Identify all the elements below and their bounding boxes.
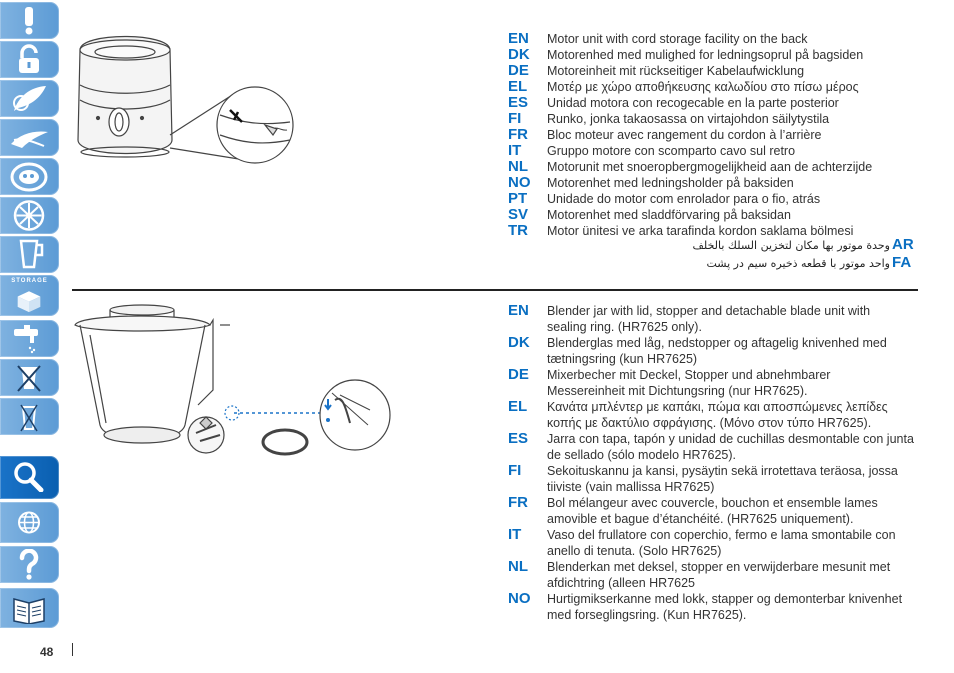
lang-row: [508, 127, 928, 143]
lang-code: IT: [508, 526, 522, 543]
lang-text: Bloc moteur avec rangement du cordon à l’arrière: [547, 128, 822, 142]
tab-warning[interactable]: [0, 2, 59, 39]
farsi-text: واحد موتور با قطعه ذخیره سیم در پشت: [706, 257, 890, 270]
tab-safety[interactable]: [0, 41, 59, 78]
tab-chopper[interactable]: [0, 80, 59, 117]
text-line: Messereinheit mit Dichtungsring (nur HR7625).: [547, 384, 808, 398]
text-line: Blenderkan met deksel, stopper en verwijderbare mesunit met: [547, 560, 891, 574]
water-tap-icon: [8, 323, 50, 354]
lang-text: [547, 431, 914, 463]
lang-row: [508, 559, 928, 591]
page-number: 48: [40, 645, 54, 659]
text-line: afdichtring (alleen HR7625: [547, 576, 696, 590]
lang-row: [508, 495, 928, 527]
book-icon: [8, 593, 50, 624]
lang-code: FR: [508, 126, 528, 143]
lang-row: [508, 463, 928, 495]
lang-code: EN: [508, 302, 529, 319]
lang-code: DK: [508, 334, 530, 351]
lang-text: Μοτέρ με χώρο αποθήκευσης καλωδίου στο πίσω μέρος: [547, 80, 859, 94]
lang-code: ES: [508, 94, 529, 111]
tab-questions[interactable]: [0, 546, 59, 583]
lang-code: FI: [508, 110, 522, 127]
text-line: Blender jar with lid, stopper and detachable blade unit with: [547, 304, 871, 318]
lang-code: EN: [508, 30, 529, 47]
tab-disc[interactable]: [0, 197, 59, 234]
lang-text: Gruppo motore con scomparto cavo sul retro: [547, 144, 796, 158]
lang-code: NO: [508, 174, 531, 191]
blade-icon: [8, 122, 50, 153]
sidebar: [0, 0, 59, 640]
lang-text: Motor unit with cord storage facility on the back: [547, 32, 808, 46]
tab-environment[interactable]: [0, 359, 59, 396]
lang-text: Unidade do motor com enrolador para o fio, atrás: [547, 192, 821, 206]
tab-magnifier[interactable]: [0, 456, 59, 499]
tab-blank[interactable]: [0, 398, 59, 435]
lang-code: DK: [508, 46, 530, 63]
lang-code: DE: [508, 366, 529, 383]
lang-row: [508, 207, 928, 223]
text-line: sealing ring. (HR7625 only).: [547, 320, 702, 334]
lang-text: [547, 591, 902, 623]
warning-icon: [8, 5, 50, 36]
lang-row: [508, 367, 928, 399]
lang-text: [547, 303, 870, 335]
lang-row: [508, 31, 928, 47]
text-line: Jarra con tapa, tapón y unidad de cuchillas desmontable con junta: [547, 432, 914, 446]
tab-jar[interactable]: [0, 236, 59, 273]
motor-unit-illustration: [70, 30, 300, 165]
lang-row: [508, 431, 928, 463]
motor-base-icon: [8, 161, 50, 192]
arabic-text: وحدة موتور بها مكان لتخزين السلك بالخلف: [692, 239, 890, 252]
lang-text: Runko, jonka takaosassa on virtajohdon säilytystila: [547, 112, 830, 126]
jar-icon: [8, 239, 50, 270]
text-line: amovible et bague d’étanchéité. (HR7625 uniquement).: [547, 512, 854, 526]
lang-row: [508, 159, 928, 175]
text-line: Hurtigmikserkanne med lokk, stapper og demonterbar knivenhet: [547, 592, 903, 606]
recycle-bin-icon: [8, 362, 50, 393]
lang-text: Motor ünitesi ve arka tarafinda kordon saklama bölmesi: [547, 224, 854, 238]
lang-code: PT: [508, 190, 528, 207]
text-line: tiiviste (vain mallissa HR7625): [547, 480, 715, 494]
tab-guarantee[interactable]: [0, 502, 59, 543]
lang-text: [547, 527, 896, 559]
text-line: Bol mélangeur avec couvercle, bouchon et ensemble lames: [547, 496, 878, 510]
lang-code: EL: [508, 398, 528, 415]
lang-text: Motorunit met snoeropbergmogelijkheid aan de achterzijde: [547, 160, 873, 174]
lang-row: [508, 399, 928, 431]
lang-text: [547, 367, 830, 399]
bin-cross-icon: [8, 401, 50, 432]
section-divider: [72, 289, 918, 291]
lang-row: [508, 527, 928, 559]
lang-code: IT: [508, 142, 522, 159]
lang-code: ES: [508, 430, 529, 447]
storage-box-icon: [8, 286, 50, 313]
text-line: κοπής με δακτύλιο σφράγισης. (Μόνο στον τύπο HR7625).: [547, 416, 872, 430]
magnifier-icon: [8, 461, 50, 492]
tab-motor[interactable]: [0, 158, 59, 195]
text-line: Blenderglas med låg, nedstopper og aftagelig knivenhed med: [547, 336, 887, 350]
lang-row: [508, 111, 928, 127]
tab-storage[interactable]: [0, 275, 59, 316]
text-line: de sellado (sólo modelo HR7625).: [547, 448, 736, 462]
lang-text: [547, 559, 890, 591]
lang-row: [508, 335, 928, 367]
text-line: anello di tenuta. (Solo HR7625): [547, 544, 722, 558]
text-line: Mixerbecher mit Deckel, Stopper und abnehmbarer: [547, 368, 831, 382]
text-line: Sekoituskannu ja kansi, pysäytin sekä irrotettava teräosa, jossa: [547, 464, 898, 478]
lang-row: [508, 175, 928, 191]
lang-code: NL: [508, 558, 528, 575]
lang-code: EL: [508, 78, 528, 95]
flower-disc-icon: [8, 200, 50, 231]
lang-row: [508, 63, 928, 79]
leaf-icon: [8, 83, 50, 114]
lang-row: [508, 303, 928, 335]
lang-text: Motorenhet med sladdförvaring på baksidan: [547, 208, 791, 222]
blender-jar-illustration: [70, 295, 410, 475]
lang-code: SV: [508, 206, 529, 223]
lang-text: Motorenhet med ledningsholder på baksiden: [547, 176, 794, 190]
text-line: tætningsring (kun HR7625): [547, 352, 698, 366]
lang-code: NO: [508, 590, 531, 607]
lang-code: FI: [508, 462, 522, 479]
text-line: Κανάτα μπλέντερ με καπάκι, πώμα και αποσπώμενες λεπίδες: [547, 400, 888, 414]
lang-text: Motoreinheit mit rückseitiger Kabelaufwicklung: [547, 64, 805, 78]
lang-row: [508, 191, 928, 207]
tab-manual[interactable]: [0, 588, 59, 628]
text-line: Vaso del frullatore con coperchio, fermo e lama smontabile con: [547, 528, 896, 542]
lang-text: Motorenhed med mulighed for ledningsoprul på bagsiden: [547, 48, 864, 62]
padlock-icon: [8, 44, 50, 75]
lang-row: [508, 143, 928, 159]
lang-row: [508, 95, 928, 111]
lang-text: [547, 495, 878, 527]
text-line: med forseglingsring. (Kun HR7625).: [547, 608, 747, 622]
section1-list: [508, 31, 928, 239]
tab-blade[interactable]: [0, 119, 59, 156]
lang-text: [547, 399, 888, 431]
lang-code: TR: [508, 222, 528, 239]
storage-label: STORAGE: [11, 278, 48, 284]
page-number-divider: [72, 643, 73, 656]
lang-row: [508, 591, 928, 623]
lang-row: [508, 223, 928, 239]
lang-code-ar: AR: [892, 236, 914, 253]
lang-code-fa: FA: [892, 254, 912, 271]
lang-row: [508, 79, 928, 95]
lang-code: FR: [508, 494, 528, 511]
lang-text: [547, 335, 887, 367]
lang-code: NL: [508, 158, 528, 175]
section2-list: [508, 303, 928, 623]
lang-code: DE: [508, 62, 529, 79]
question-icon: [8, 549, 50, 580]
globe-icon: [8, 507, 50, 538]
lang-text: Unidad motora con recogecable en la parte posterior: [547, 96, 839, 110]
lang-row: [508, 47, 928, 63]
lang-text: [547, 463, 898, 495]
tab-cleaning[interactable]: [0, 320, 59, 357]
